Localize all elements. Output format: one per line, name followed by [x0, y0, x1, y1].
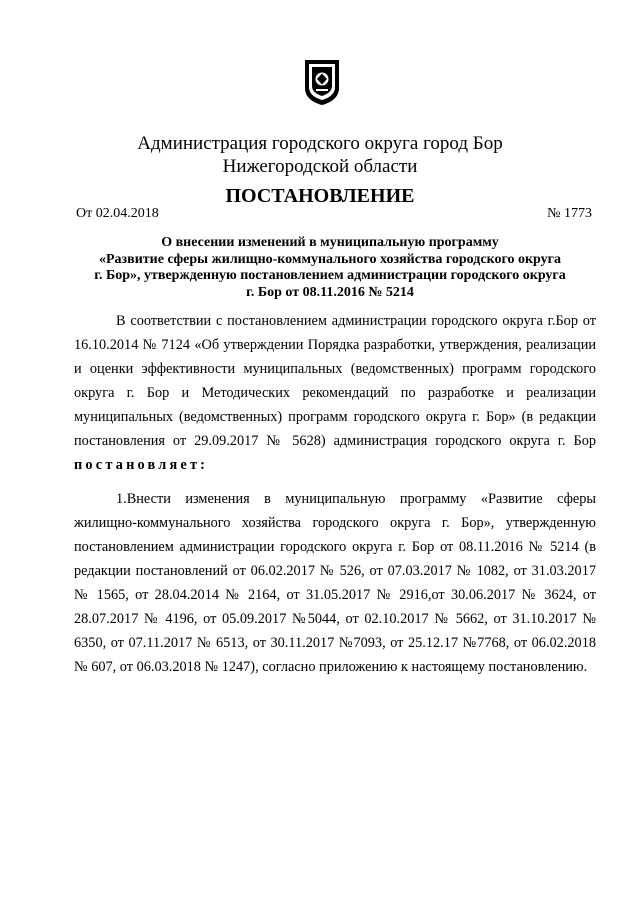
document-subject	[70, 235, 590, 301]
organization-name: Администрация городского округа город Бор	[137, 133, 503, 154]
document-date: От 02.04.2018	[76, 206, 159, 221]
coat-of-arms-icon	[302, 58, 342, 106]
subject-line: г. Бор от 08.11.2016 № 5214	[246, 284, 414, 300]
document-number: № 1773	[547, 206, 592, 221]
subject-line: г. Бор», утвержденную постановлением администрации городского округа	[94, 268, 566, 283]
organization-region: Нижегородской области	[222, 156, 418, 177]
preamble-text: В соответствии с постановлением администрации городского округа г.Бор от 16.10.2014 № 7124 «Об утверждении Порядка разработки, утверждения, реализации и оценки эффективности муниципальных (ведомственных) программ городского округа г. Бор и Методических рекомендаций по разработке и реализации муниципальных (ведомственных) программ городского округа г. Бор» (в редакции постановления от 29.09.2017 № 5628) администрация городского округа г. Бор	[74, 313, 596, 449]
preamble-paragraph	[74, 309, 596, 477]
subject-line: О внесении изменений в муниципальную программу	[161, 235, 499, 250]
subject-line: «Развитие сферы жилищно-коммунального хозяйства городского округа	[99, 251, 561, 267]
document-type: ПОСТАНОВЛЕНИЕ	[225, 185, 415, 207]
resolution-keyword: постановляет:	[74, 457, 209, 473]
clause-1-paragraph: 1.Внести изменения в муниципальную программу «Развитие сферы жилищно-коммунального хозяйства городского округа г. Бор», утвержденную постановлением администрации городского округа г. Бор от 08.11.2016 № 5214 (в редакции постановлений от 06.02.2017 № 526, от 07.03.2017 № 1082, от 31.03.2017 № 1565, от 28.04.2014 № 2164, от 31.05.2017 № 2916,от 30.06.2017 № 3624, от 28.07.2017 № 4196, от 05.09.2017 №5044, от 02.10.2017 № 5662, от 31.10.2017 № 6350, от 07.11.2017 № 6513, от 30.11.2017 №7093, от 25.12.17 №7768, от 06.02.2018 № 607, от 06.03.2018 № 1247), согласно приложению к настоящему постановлению.	[74, 491, 596, 675]
